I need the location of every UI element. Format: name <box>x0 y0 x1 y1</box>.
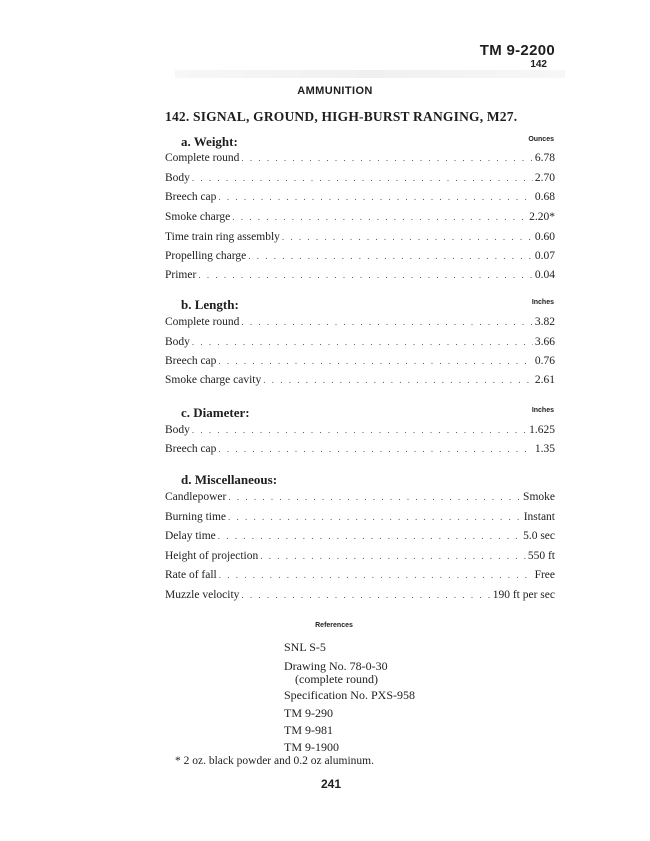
spec-value: 0.68 <box>534 191 555 203</box>
reference-item: TM 9-981 <box>284 723 333 737</box>
spec-row <box>165 191 555 207</box>
leader-dots <box>192 337 533 347</box>
spec-label: Body <box>165 424 190 436</box>
leader-dots <box>192 173 533 183</box>
bleed-through-text <box>175 70 565 78</box>
spec-row <box>165 316 555 332</box>
spec-row <box>165 172 555 188</box>
leader-dots <box>241 590 490 600</box>
weight-heading: a. Weight: <box>181 134 238 149</box>
spec-row <box>165 550 555 566</box>
spec-label: Muzzle velocity <box>165 589 240 601</box>
spec-value: 0.60 <box>534 231 555 243</box>
diameter-heading: c. Diameter: <box>181 405 250 420</box>
spec-value: 190 ft per sec <box>492 589 555 601</box>
spec-value: 2.20* <box>529 211 555 223</box>
section-header: AMMUNITION <box>297 85 373 97</box>
spec-label: Smoke charge <box>165 211 231 223</box>
spec-label: Burning time <box>165 511 227 523</box>
reference-item: TM 9-1900 <box>284 740 339 754</box>
reference-item: TM 9-290 <box>284 706 333 720</box>
leader-dots <box>241 317 532 327</box>
spec-row <box>165 231 555 247</box>
spec-label: Candlepower <box>165 491 227 503</box>
weight-unit: Ounces <box>528 136 554 143</box>
leader-dots <box>282 232 533 242</box>
spec-label: Complete round <box>165 316 240 328</box>
length-heading: b. Length: <box>181 297 239 312</box>
leader-dots <box>192 425 527 435</box>
spec-value: Smoke <box>523 491 555 503</box>
leader-dots <box>228 492 521 502</box>
paragraph-number: 142 <box>530 59 547 70</box>
page-number: 241 <box>320 777 342 791</box>
footnote: * 2 oz. black powder and 0.2 oz aluminum. <box>175 755 374 767</box>
leader-dots <box>219 570 533 580</box>
spec-value: 550 ft <box>527 550 555 562</box>
spec-value: 1.625 <box>529 424 555 436</box>
manual-number: TM 9-2200 <box>479 42 555 59</box>
spec-row <box>165 511 555 527</box>
spec-label: Primer <box>165 269 197 281</box>
leader-dots <box>248 251 533 261</box>
leader-dots <box>241 153 532 163</box>
leader-dots <box>218 531 521 541</box>
leader-dots <box>218 192 532 202</box>
spec-value: 0.07 <box>534 250 555 262</box>
spec-row <box>165 269 555 285</box>
leader-dots <box>218 444 532 454</box>
spec-label: Time train ring assembly <box>165 231 280 243</box>
leader-dots <box>263 375 533 385</box>
spec-label: Height of projection <box>165 550 259 562</box>
spec-row <box>165 569 555 585</box>
misc-heading: d. Miscellaneous: <box>181 472 278 487</box>
reference-item: Drawing No. 78-0-30 <box>284 659 388 673</box>
spec-value: 2.61 <box>534 374 555 386</box>
leader-dots <box>260 551 526 561</box>
leader-dots <box>198 270 533 280</box>
spec-label: Delay time <box>165 530 216 542</box>
leader-dots <box>218 356 532 366</box>
reference-item: (complete round) <box>295 672 378 686</box>
spec-label: Body <box>165 336 190 348</box>
reference-item: Specification No. PXS-958 <box>284 688 415 702</box>
section-title: 142. SIGNAL, GROUND, HIGH-BURST RANGING, M27. <box>165 109 518 124</box>
spec-row <box>165 250 555 266</box>
diameter-unit: Inches <box>531 407 554 414</box>
spec-row <box>165 336 555 352</box>
spec-value: 2.70 <box>534 172 555 184</box>
spec-row <box>165 491 555 507</box>
spec-value: 3.66 <box>534 336 555 348</box>
spec-row <box>165 211 555 227</box>
spec-row <box>165 589 555 605</box>
spec-label: Breech cap <box>165 355 217 367</box>
reference-item: SNL S-5 <box>284 640 326 654</box>
spec-label: Rate of fall <box>165 569 217 581</box>
spec-label: Breech cap <box>165 443 217 455</box>
spec-label: Breech cap <box>165 191 217 203</box>
spec-value: Free <box>534 569 555 581</box>
spec-row <box>165 530 555 546</box>
spec-value: 6.78 <box>534 152 555 164</box>
spec-label: Body <box>165 172 190 184</box>
spec-row <box>165 443 555 459</box>
spec-row <box>165 424 555 440</box>
leader-dots <box>228 512 522 522</box>
spec-value: 1.35 <box>534 443 555 455</box>
spec-value: 5.0 sec <box>523 530 555 542</box>
spec-row <box>165 374 555 390</box>
spec-label: Smoke charge cavity <box>165 374 262 386</box>
spec-label: Complete round <box>165 152 240 164</box>
spec-row <box>165 355 555 371</box>
spec-value: Instant <box>523 511 555 523</box>
spec-row <box>165 152 555 168</box>
length-unit: Inches <box>531 299 554 306</box>
spec-value: 3.82 <box>534 316 555 328</box>
spec-value: 0.04 <box>534 269 555 281</box>
references-heading: References <box>315 622 353 629</box>
leader-dots <box>232 212 527 222</box>
spec-value: 0.76 <box>534 355 555 367</box>
spec-label: Propelling charge <box>165 250 247 262</box>
